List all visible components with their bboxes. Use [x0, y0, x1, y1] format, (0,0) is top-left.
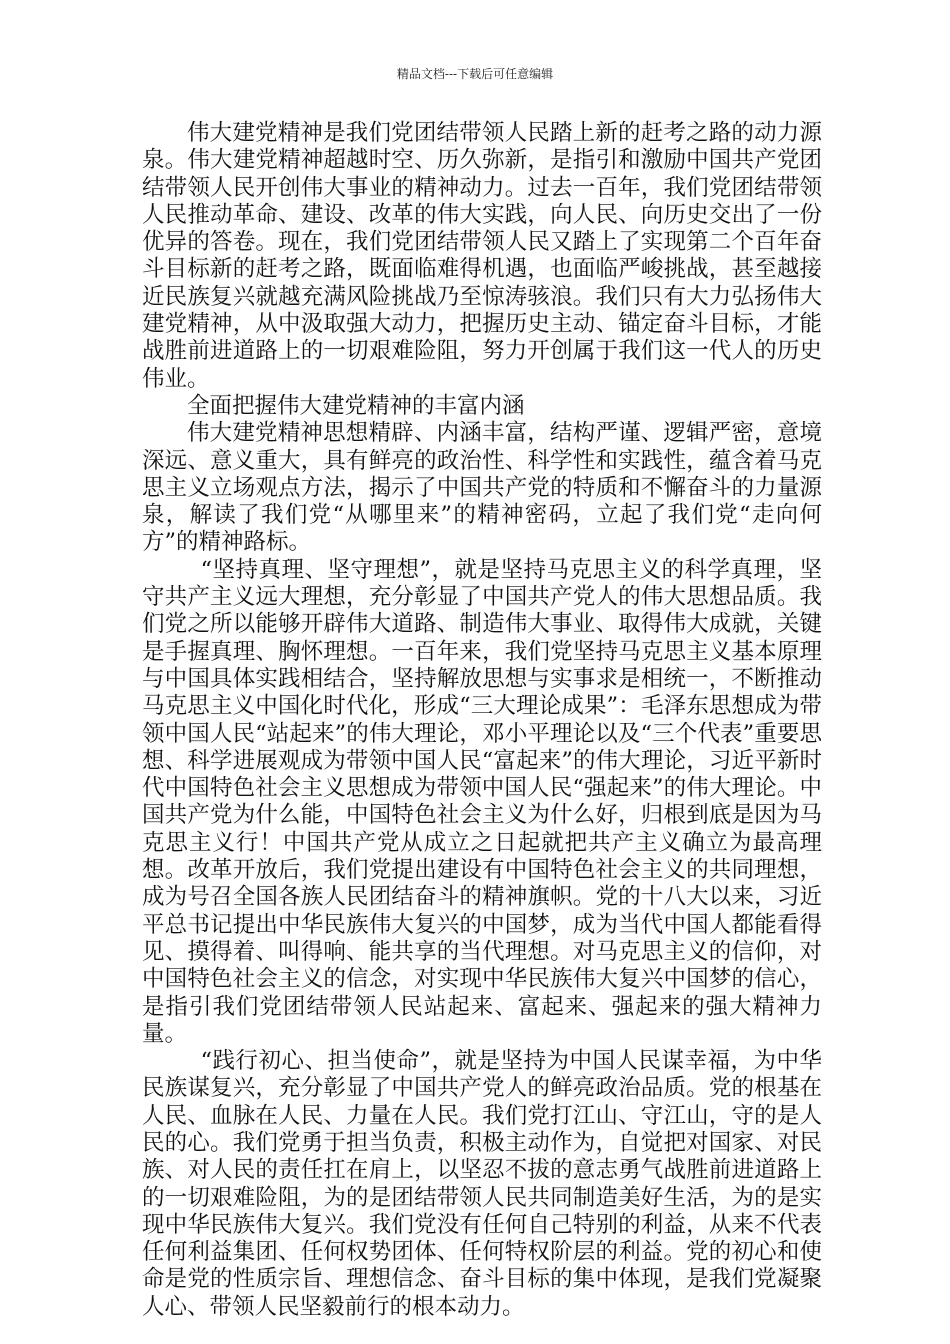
paragraph-truth-ideals: “坚持真理、坚守理想”，就是坚持马克思主义的科学真理，坚守共产主义远大理想，充分彰显了中国共产党人的伟大思想品质。我们党之所以能够开辟伟大道路、制造伟大事业、取得伟大成就，关键是手握真理、胸怀理想。一百年来，我们党坚持马克思主义基本原理与中国具体实践相结合，坚持解放思想与实事求是相统一，不断推动马克思主义中国化时代化，形成“三大理论成果”：毛泽东思想成为带领中国人民“站起来”的伟大理论，邓小平理论以及“三个代表”重要思想、科学进展观成为带领中国人民“富起来”的伟大理论，习近平新时代中国特色社会主义思想成为带领中国人民“强起来”的伟大理论。中国共产党为什么能，中国特色社会主义为什么好，归根到底是因为马克思主义行！中国共产党从成立之日起就把共产主义确立为最高理想。改革开放后，我们党提出建设有中国特色社会主义的共同理想，成为号召全国各族人民团结奋斗的精神旗帜。党的十八大以来，习近平总书记提出中华民族伟大复兴的中国梦，成为当代中国人都能看得见、摸得着、叫得响、能共享的当代理想。对马克思主义的信仰，对中国特色社会主义的信念，对实现中华民族伟大复兴中国梦的信心，是指引我们党团结带领人民站起来、富起来、强起来的强大精神力量。	[142, 556, 822, 1047]
paragraph-intro: 伟大建党精神是我们党团结带领人民踏上新的赶考之路的动力源泉。伟大建党精神超越时空、历久弥新，是指引和激励中国共产党团结带领人民开创伟大事业的精神动力。过去一百年，我们党团结带领人民推动革命、建设、改革的伟大实践，向人民、向历史交出了一份优异的答卷。现在，我们党团结带领人民又踏上了实现第二个百年奋斗目标新的赶考之路，既面临难得机遇，也面临严峻挑战，甚至越接近民族复兴就越充满风险挑战乃至惊涛骇浪。我们只有大力弘扬伟大建党精神，从中汲取强大动力，把握历史主动、锚定奋斗目标，才能战胜前进道路上的一切艰难险阻，努力开创属于我们这一代人的历史伟业。	[142, 120, 822, 392]
section-heading: 全面把握伟大建党精神的丰富内涵	[187, 392, 525, 419]
page-header: 精品文档---下载后可任意编辑	[396, 67, 554, 81]
paragraph-overview: 伟大建党精神思想精辟、内涵丰富，结构严谨、逻辑严密，意境深远、意义重大，具有鲜亮的政治性、科学性和实践性，蕴含着马克思主义立场观点方法，揭示了中国共产党的特质和不懈奋斗的力量源泉，解读了我们党“从哪里来”的精神密码，立起了我们党“走向何方”的精神路标。	[142, 420, 822, 556]
document-body	[142, 120, 822, 1321]
paragraph-mission: “践行初心、担当使命”，就是坚持为中国人民谋幸福，为中华民族谋复兴，充分彰显了中国共产党人的鲜亮政治品质。党的根基在人民、血脉在人民、力量在人民。我们党打江山、守江山，守的是人民的心。我们党勇于担当负责，积极主动作为，自觉把对国家、对民族、对人民的责任扛在肩上，以坚忍不拔的意志勇气战胜前进道路上的一切艰难险阻，为的是团结带领人民共同制造美好生活，为的是实现中华民族伟大复兴。我们党没有任何自己特别的利益，从来不代表任何利益集团、任何权势团体、任何特权阶层的利益。党的初心和使命是党的性质宗旨、理想信念、奋斗目标的集中体现，是我们党凝聚人心、带领人民坚毅前行的根本动力。	[142, 1048, 822, 1320]
